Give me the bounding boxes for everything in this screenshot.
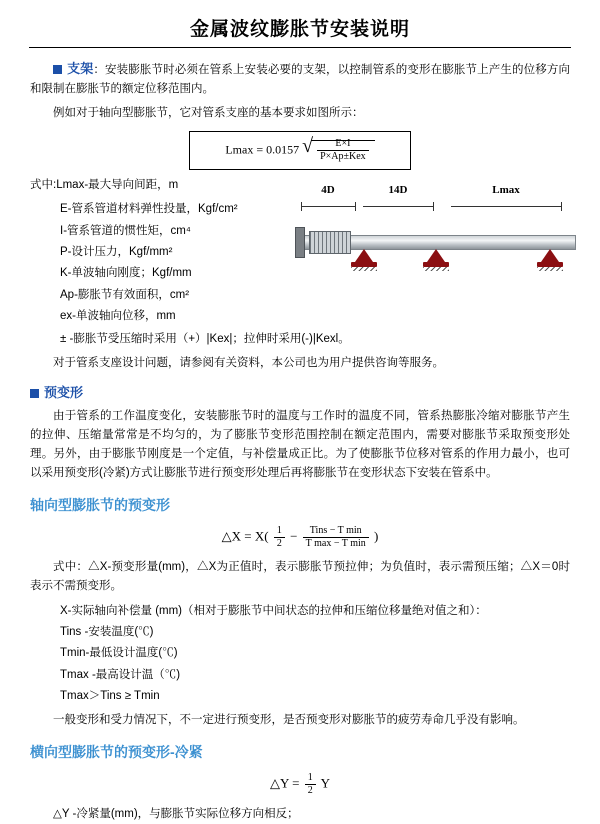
pipe-support-diagram bbox=[291, 184, 576, 294]
title-divider bbox=[29, 47, 571, 48]
dim-segment bbox=[451, 206, 561, 207]
lateral-predeform-formula bbox=[30, 772, 570, 797]
diagram-label-14d: 14D bbox=[388, 183, 408, 196]
axial-predeform-formula bbox=[30, 525, 570, 550]
axial-formula-temp-fraction bbox=[303, 525, 369, 550]
legend-list bbox=[30, 199, 285, 327]
axial-legend-list bbox=[30, 601, 570, 707]
lmax-formula-fraction bbox=[317, 138, 369, 163]
section-bracket-intro: 支架：安装膨胀节时必须在管系上安装必要的支架，以控制管系的变形在膨胀节上产生的位移方向和限制在膨胀节的额定位移范围内。 bbox=[30, 61, 571, 95]
diagram-column bbox=[291, 176, 576, 294]
lateral-formula-note: △Y -冷紧量(mm)，与膨胀节实际位移方向相反； bbox=[53, 808, 299, 821]
lmax-formula-numerator: √ E×I bbox=[317, 138, 369, 151]
lmax-formula-denominator: P×Ap±Kex bbox=[320, 150, 366, 162]
subhead-lateral-predeform: 横向型膨胀节的预变形-冷紧 bbox=[30, 744, 203, 761]
section-predeform-heading: 预变形 bbox=[44, 385, 84, 401]
dim-segment bbox=[363, 206, 433, 207]
support-triangle-icon bbox=[541, 249, 559, 262]
legend-item: K-单波轴向刚度；Kgf/mm bbox=[60, 267, 192, 280]
lmax-formula-lhs: Lmax = 0.0157 bbox=[225, 142, 300, 157]
legend-item: I-管系管道的惯性矩，cm⁴ bbox=[60, 224, 191, 237]
legend-item: Ap-膨胀节有效面积，cm² bbox=[60, 288, 190, 301]
dim-tick bbox=[433, 202, 434, 211]
lateral-formula-half bbox=[305, 772, 316, 797]
lateral-formula-rhs: Y bbox=[320, 775, 330, 791]
axial-formula-temp-num: Tins − T min bbox=[303, 525, 369, 538]
axial-closing: 一般变形和受力情况下，不一定进行预变形，是否预变形对膨胀节的疲劳寿命几乎没有影响。 bbox=[53, 714, 525, 727]
bellows-expansion-joint bbox=[309, 231, 351, 254]
legend-item: ± -膨胀节受压缩时采用（+）|Kex|；拉伸时采用(-)|Kexl。 bbox=[60, 333, 350, 346]
support-guide-2 bbox=[423, 249, 449, 271]
lateral-formula-half-num: 1 bbox=[305, 772, 316, 785]
legend-intro: 式中:Lmax-最大导向间距，m bbox=[30, 178, 179, 191]
support-guide-1 bbox=[351, 249, 377, 271]
blue-square-icon bbox=[53, 65, 62, 74]
diagram-label-4d: 4D bbox=[321, 183, 335, 196]
axial-formula-minus: − bbox=[290, 528, 298, 544]
diagram-dimension-labels bbox=[291, 184, 576, 202]
axial-formula-half bbox=[274, 525, 285, 550]
section-bracket-closing: 对于管系支座设计问题，请参阅有关资料，本公司也为用户提供咨询等服务。 bbox=[53, 357, 444, 370]
legend-item: Tins -安装温度(℃) bbox=[60, 626, 154, 639]
support-ground-hatch bbox=[351, 267, 377, 271]
document-content bbox=[0, 58, 600, 824]
support-triangle-icon bbox=[355, 249, 373, 262]
legend-list-tail bbox=[30, 329, 570, 350]
lmax-formula-radical bbox=[302, 138, 375, 163]
support-ground-hatch bbox=[423, 267, 449, 271]
axial-formula-rhs: ) bbox=[374, 528, 379, 544]
support-ground-hatch bbox=[537, 267, 563, 271]
anchor-block bbox=[295, 227, 305, 258]
legend-item: Tmax＞Tins ≥ Tmin bbox=[60, 689, 160, 702]
document-page bbox=[0, 14, 600, 821]
legend-item: X-实际轴向补偿量 (mm)（相对于膨胀节中间状态的拉伸和压缩位移量绝对值之和）： bbox=[60, 604, 487, 617]
section-bracket-para1: 安装膨胀节时必须在管系上安装必要的支架，以控制管系的变形在膨胀节上产生的位移方向和限制在膨胀节的额定位移范围内。 bbox=[30, 64, 571, 95]
support-triangle-icon bbox=[427, 249, 445, 262]
legend-item: ex-单波轴向位移，mm bbox=[60, 309, 176, 322]
lateral-formula-lhs: △Y = bbox=[270, 775, 300, 791]
axial-formula-half-den: 2 bbox=[276, 537, 282, 549]
blue-square-icon bbox=[30, 389, 39, 398]
legend-column bbox=[30, 176, 285, 331]
support-guide-3 bbox=[537, 249, 563, 271]
legend-item: Tmax -最高设计温（℃) bbox=[60, 668, 181, 681]
legend-item: E-管系管道材料弹性投量，Kgf/cm² bbox=[60, 203, 238, 216]
dim-tick bbox=[355, 202, 356, 211]
axial-formula-half-num: 1 bbox=[274, 525, 285, 538]
pipe-assembly bbox=[291, 213, 576, 283]
page-title: 金属波纹膨胀节安装说明 bbox=[189, 19, 410, 40]
axial-formula-temp-den: T max − T min bbox=[305, 537, 366, 549]
section-bracket-para2: 例如对于轴向型膨胀节，它对管系支座的基本要求如图所示： bbox=[53, 106, 364, 119]
section-bracket-heading: 支架 bbox=[67, 61, 94, 76]
legend-item: P-设计压力，Kgf/mm² bbox=[60, 245, 173, 258]
dim-segment bbox=[301, 206, 355, 207]
section-predeform-para1: 由于管系的工作温度变化，安装膨胀节时的温度与工作时的温度不同，管系热膨胀冷缩对膨胀节产生的拉伸、压缩量常常是不均匀的，为了膨胀节变形范围控制在额定范围内，需要对膨胀节采取预变形处理。另外，由于膨胀节刚度是一个定值，与补偿量成正比。为了使膨胀节位移对管系的作用力最小，也可以采用预变形(冷紧)方式让膨胀节进行预变形处理后再将膨胀节在变形状态下安装在管系中。 bbox=[30, 410, 570, 479]
legend-and-diagram-row bbox=[30, 176, 570, 331]
lmax-formula bbox=[189, 131, 411, 170]
axial-formula-lhs: △X = X( bbox=[221, 528, 269, 544]
dim-tick bbox=[561, 202, 562, 211]
legend-item: Tmin-最低设计温度(℃) bbox=[60, 647, 178, 660]
section-predeform-heading-row bbox=[30, 382, 570, 404]
axial-formula-note: 式中：△X-预变形量(mm)，△X为正值时，表示膨胀节预拉伸；为负值时，表示需预压缩；△X＝0时表示不需预变形。 bbox=[30, 560, 570, 592]
subhead-axial-predeform: 轴向型膨胀节的预变形 bbox=[30, 496, 170, 513]
diagram-dimension-lines bbox=[291, 202, 576, 211]
diagram-label-lmax: Lmax bbox=[492, 183, 520, 196]
lateral-formula-half-den: 2 bbox=[307, 785, 313, 797]
